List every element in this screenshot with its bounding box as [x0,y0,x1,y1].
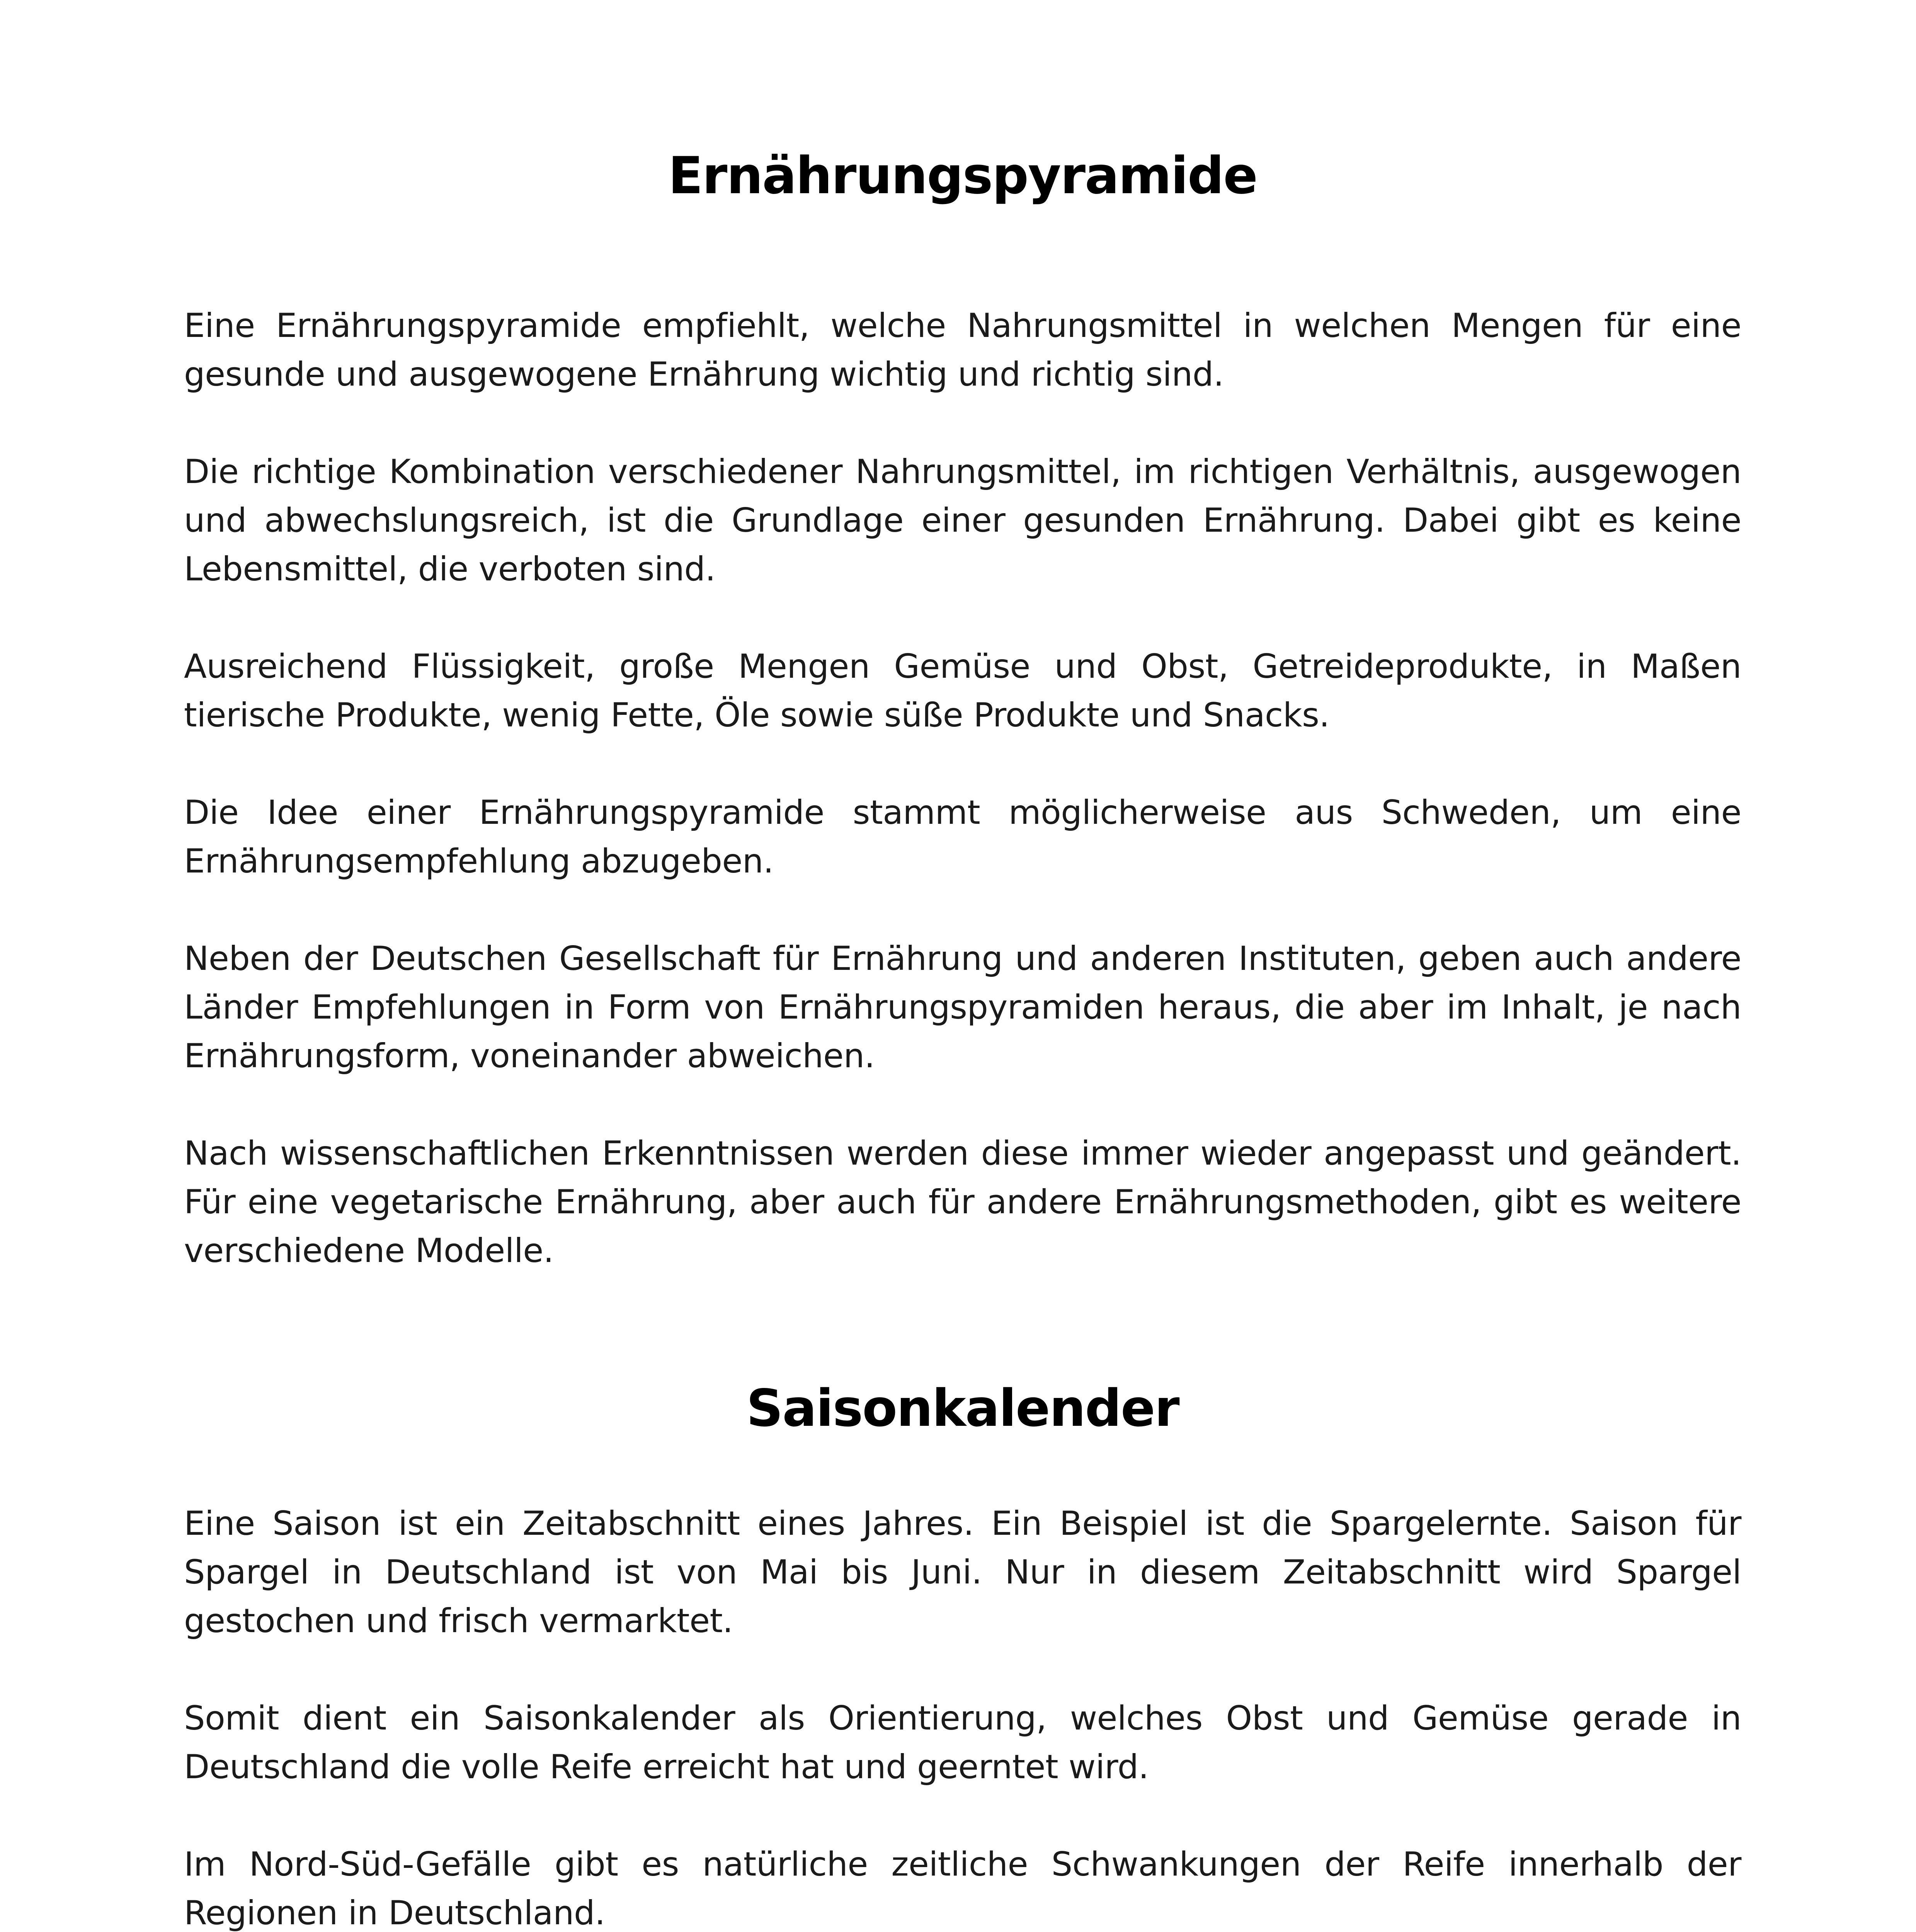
section-ernaehrungspyramide [184,128,1741,1275]
paragraph: Nach wissenschaftlichen Erkenntnissen werden diese immer wieder angepasst und geändert. Für eine vegetarische Ernährung, aber auch für andere Ernährungsmethoden, gibt es weitere verschiedene Modelle. [184,1134,1741,1270]
paragraph: Somit dient ein Saisonkalender als Orientierung, welches Obst und Gemüse gerade in Deutschland die volle Reife erreicht hat und geerntet wird. [184,1699,1741,1786]
paragraph: Neben der Deutschen Gesellschaft für Ernährung und anderen Instituten, geben auch andere Länder Empfehlungen in Form von Ernährungspyramiden heraus, die aber im Inhalt, je nach Ernährungsform, voneinander abweichen. [184,939,1741,1075]
paragraph: Eine Ernährungspyramide empfiehlt, welche Nahrungsmittel in welchen Mengen für eine gesunde und ausgewogene Ernährung wichtig und richtig sind. [184,306,1741,394]
paragraph: Eine Saison ist ein Zeitabschnitt eines Jahres. Ein Beispiel ist die Spargelernte. Saison für Spargel in Deutschland ist von Mai bis Juni. Nur in diesem Zeitabschnitt wird Spargel gestochen und frisch vermarktet. [184,1504,1741,1640]
section-title: Saisonkalender [746,1379,1179,1438]
paragraph: Die richtige Kombination verschiedener Nahrungsmittel, im richtigen Verhältnis, ausgewogen und abwechslungsreich, ist die Grundlage einer gesunden Ernährung. Dabei gibt es keine Lebensmittel, die verboten sind. [184,452,1741,588]
section-title: Ernährungspyramide [668,146,1257,206]
paragraph: Ausreichend Flüssigkeit, große Mengen Gemüse und Obst, Getreideprodukte, in Maßen tierische Produkte, wenig Fette, Öle sowie süße Produkte und Snacks. [184,647,1741,735]
paragraph: Die Idee einer Ernährungspyramide stammt möglicherweise aus Schweden, um eine Ernährungsempfehlung abzugeben. [184,793,1741,881]
paragraph: Im Nord-Süd-Gefälle gibt es natürliche zeitliche Schwankungen der Reife innerhalb der Regionen in Deutschland. [184,1845,1741,1932]
section-saisonkalender [184,1360,1741,1932]
